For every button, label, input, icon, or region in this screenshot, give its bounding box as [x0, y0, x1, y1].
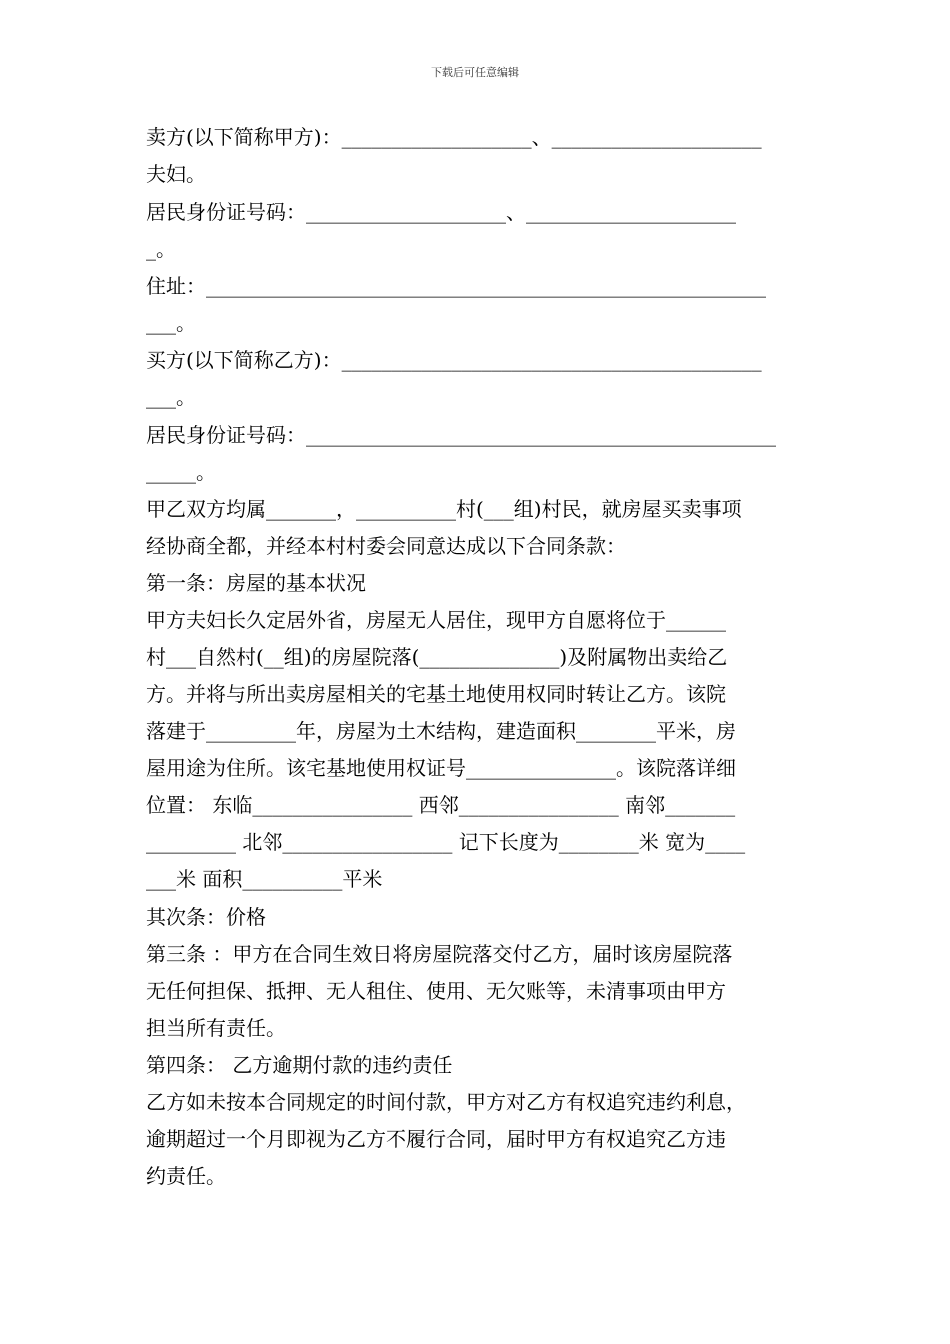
article-4-text: 约责任。: [146, 1164, 226, 1188]
article-1-text: ___米 面积__________平米: [146, 867, 383, 891]
article-1-text: 方。并将与所出卖房屋相关的宅基土地使用权同时转让乙方。该院: [146, 682, 726, 706]
article-4-text: 逾期超过一个月即视为乙方不履行合同，届时甲方有权追究乙方违: [146, 1127, 726, 1151]
article-3-text: 第三条 ：甲方在合同生效日将房屋院落交付乙方，届时该房屋院落: [146, 942, 733, 966]
parties-paragraph: 甲乙双方均属_______，__________村(___组)村民，就房屋买卖事项: [146, 497, 742, 521]
article-1-text: 落建于_________年，房屋为土木结构，建造面积________平米，房: [146, 719, 736, 743]
article-3-text: 无任何担保、抵押、无人租住、使用、无欠账等，未清事项由甲方: [146, 979, 726, 1003]
seller-line: 卖方(以下简称甲方)：___________________、_____________________: [146, 125, 762, 149]
seller-id-line-cont: _。: [146, 237, 176, 261]
article-1-text: 屋用途为住所。该宅基地使用权证号_______________。该院落详细: [146, 756, 736, 780]
parties-paragraph: 经协商全都，并经本村村委会同意达成以下合同条款：: [146, 534, 626, 558]
page-header: 下载后可任意编辑: [431, 66, 519, 79]
seller-id-line: 居民身份证号码：____________________、_____________________: [146, 200, 736, 224]
address-line-cont: ___。: [146, 311, 196, 335]
buyer-line-cont: ___。: [146, 385, 196, 409]
buyer-id-line-cont: _____。: [146, 460, 216, 484]
article-2-heading: 其次条：价格: [146, 905, 266, 929]
article-4-text: 乙方如未按本合同规定的时间付款，甲方对乙方有权追究违约利息，: [146, 1090, 746, 1114]
article-1-heading: 第一条：房屋的基本状况: [146, 571, 366, 595]
address-line: 住址：________________________________________________________: [146, 274, 766, 298]
buyer-id-line: 居民身份证号码：_______________________________________________: [146, 423, 776, 447]
buyer-line: 买方(以下简称乙方)：__________________________________________: [146, 348, 762, 372]
seller-line-cont: 夫妇。: [146, 162, 206, 186]
article-1-text: _________ 北邻_________________ 记下长度为________米 宽为____: [146, 830, 746, 854]
article-4-heading: 第四条： 乙方逾期付款的违约责任: [146, 1053, 453, 1077]
article-3-text: 担当所有责任。: [146, 1016, 286, 1040]
article-1-text: 位置： 东临________________ 西邻________________ 南邻_______: [146, 793, 736, 817]
article-1-text: 村___自然村(__组)的房屋院落(______________)及附属物出卖给乙: [146, 645, 728, 669]
article-1-text: 甲方夫妇长久定居外省，房屋无人居住，现甲方自愿将位于______: [146, 608, 726, 632]
